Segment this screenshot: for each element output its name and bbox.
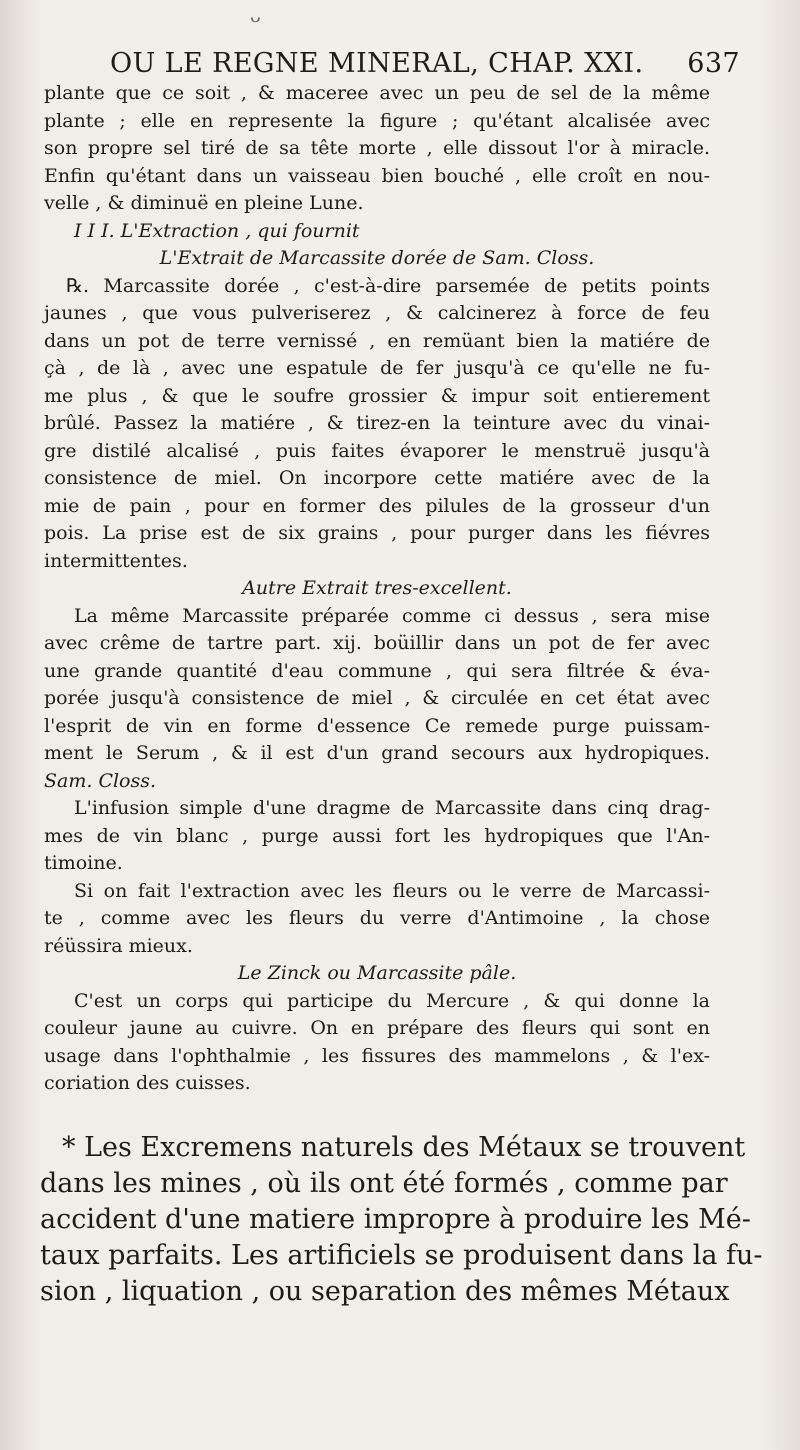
text-line: mie de pain , pour en former des pilules de la grosseur d'un <box>44 494 710 517</box>
footnote-text <box>40 1130 763 1310</box>
footnote-line: dans les mines , où ils ont été formés , comme par <box>40 1168 728 1199</box>
text-line: gre distilé alcalisé , puis faites évaporer le menstruë jusqu'à <box>44 439 710 462</box>
text-line: ment le Serum , & il est d'un grand secours aux hydropiques. <box>44 742 710 764</box>
top-mark: ᴗ <box>250 6 261 27</box>
text-line: l'esprit de vin en forme d'essence Ce remede purge puissam- <box>44 714 710 737</box>
text-line: dans un pot de terre vernissé , en remüant bien la matiére de <box>44 329 710 352</box>
footnote-line: accident d'une matiere impropre à produire les Mé- <box>40 1204 751 1235</box>
text-line: çà , de là , avec une espatule de fer jusqu'à ce qu'elle ne fu- <box>44 357 710 379</box>
text-line: couleur jaune au cuivre. On en prépare des fleurs qui sont en <box>44 1017 710 1039</box>
text-line: velle , & diminuë en pleine Lune. <box>44 192 364 214</box>
text-line: Enfin qu'étant dans un vaisseau bien bouché , elle croît en nou- <box>44 164 710 187</box>
text-line: L'infusion simple d'une dragme de Marcassite dans cinq drag- <box>74 797 710 819</box>
text-line: timoine. <box>44 852 123 874</box>
text-line: me plus , & que le soufre grossier & impur soit entierement <box>44 384 710 407</box>
footnote-line: * Les Excremens naturels des Métaux se trouvent <box>62 1132 746 1163</box>
text-line: plante que ce soit , & maceree avec un peu de sel de la même <box>44 82 710 104</box>
text-line: brûlé. Passez la matiére , & tirez-en la teinture avec du vinai- <box>44 412 710 434</box>
page-number: 637 <box>687 48 740 79</box>
text-line: pois. La prise est de six grains , pour purger dans les fiévres <box>44 522 710 544</box>
text-line: Si on fait l'extraction avec les fleurs ou le verre de Marcassi- <box>74 879 710 902</box>
text-line: réüssira mieux. <box>44 934 193 957</box>
text-line: ℞. Marcassite dorée , c'est-à-dire parsemée de petits points <box>66 274 710 297</box>
text-line: Sam. Closs. <box>44 769 157 792</box>
text-line: une grande quantité d'eau commune , qui sera filtrée & éva- <box>44 659 710 682</box>
text-line: consistence de miel. On incorpore cette matiére avec de la <box>44 467 710 489</box>
text-line: I I I. L'Extraction , qui fournit <box>74 219 360 242</box>
text-line: Autre Extrait tres-excellent. <box>242 577 512 599</box>
text-line: L'Extrait de Marcassite dorée de Sam. Closs. <box>159 247 595 269</box>
text-line: C'est un corps qui participe du Mercure , & qui donne la <box>74 989 710 1012</box>
main-text <box>44 80 710 1098</box>
footnote-line: sion , liquation , ou separation des mêmes Métaux <box>40 1276 730 1307</box>
text-line: La même Marcassite préparée comme ci dessus , sera mise <box>74 604 710 627</box>
text-line: jaunes , que vous pulveriserez , & calcinerez à force de feu <box>44 302 710 324</box>
text-line: porée jusqu'à consistence de miel , & circulée en cet état avec <box>44 687 710 709</box>
text-line: mes de vin blanc , purge aussi fort les hydropiques que l'An- <box>44 824 710 847</box>
text-line: son propre sel tiré de sa tête morte , elle dissout l'or à miracle. <box>44 137 710 159</box>
text-line: avec crême de tartre part. xij. boüillir dans un pot de fer avec <box>44 632 710 654</box>
text-line: usage dans l'ophthalmie , les fissures des mammelons , & l'ex- <box>44 1044 710 1067</box>
text-line: Le Zinck ou Marcassite pâle. <box>237 962 517 984</box>
running-title: OU LE REGNE MINERAL, CHAP. XXI. <box>110 48 644 79</box>
footnote-line: taux parfaits. Les artificiels se produisent dans la fu- <box>40 1240 763 1271</box>
text-line: plante ; elle en represente la figure ; qu'étant alcalisée avec <box>44 109 710 132</box>
text-line: intermittentes. <box>44 549 188 572</box>
text-line: te , comme avec les fleurs du verre d'Antimoine , la chose <box>44 907 710 929</box>
text-line: coriation des cuisses. <box>44 1072 251 1094</box>
